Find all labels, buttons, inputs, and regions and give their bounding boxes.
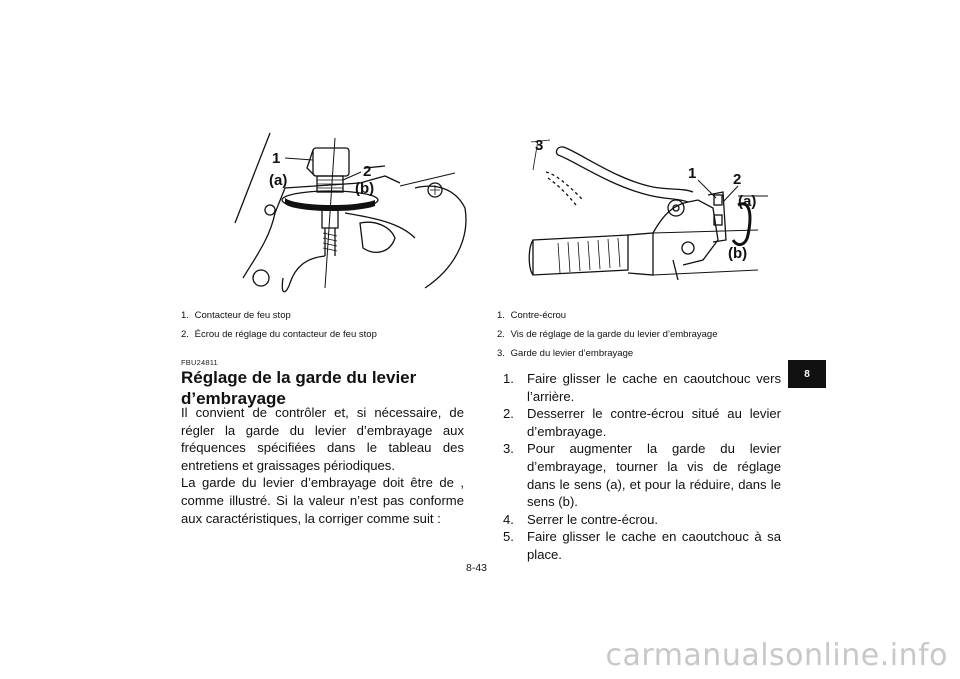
- step-number: 2.: [503, 406, 514, 422]
- step-number: 3.: [503, 441, 514, 457]
- brake-switch-illustration: [225, 128, 475, 303]
- fig-right-label-1: 1: [688, 165, 697, 182]
- left-figure-caption: [181, 306, 377, 344]
- caption-item: [181, 306, 377, 325]
- step-number: 4.: [503, 511, 514, 527]
- fig-right-label-a: (a): [738, 193, 757, 210]
- body-paragraph-2: La garde du levier d’embrayage doit être de , comme illustré. Si la valeur n’est pas conforme aux caractéristiques, la corriger comme suit :: [181, 475, 464, 526]
- right-figure-caption: [497, 306, 718, 363]
- caption-number: 2.: [181, 329, 189, 340]
- step-item: [503, 528, 781, 563]
- caption-item: [497, 325, 718, 344]
- caption-text: Écrou de réglage du contacteur de feu stop: [194, 329, 377, 340]
- procedure-steps: [503, 370, 781, 564]
- step-text: Serrer le contre-écrou.: [527, 511, 658, 527]
- caption-text: Vis de réglage de la garde du levier d’embrayage: [510, 329, 718, 340]
- fig-left-label-1: 1: [272, 150, 281, 167]
- clutch-lever-figure: [528, 130, 778, 290]
- caption-number: 1.: [497, 310, 505, 321]
- clutch-lever-illustration: [528, 130, 778, 290]
- watermark: carmanualsonline.info: [605, 638, 948, 673]
- step-item: [503, 440, 781, 510]
- chapter-tab: 8: [788, 360, 826, 388]
- section-title-line-1: Réglage de la garde du levier: [181, 368, 417, 387]
- caption-number: 3.: [497, 348, 505, 359]
- caption-text: Garde du levier d’embrayage: [510, 348, 634, 359]
- caption-number: 1.: [181, 310, 189, 321]
- fig-left-label-b: (b): [355, 180, 375, 197]
- caption-item: [497, 344, 718, 363]
- step-item: [503, 405, 781, 440]
- step-text: Desserrer le contre-écrou situé au levier d’embrayage.: [527, 406, 781, 439]
- section-body: [181, 404, 464, 527]
- brake-switch-figure: [225, 128, 475, 303]
- fig-right-label-b: (b): [728, 245, 748, 262]
- fig-left-label-2: 2: [363, 163, 372, 180]
- step-item: [503, 370, 781, 405]
- fig-right-label-3: 3: [535, 137, 544, 154]
- fig-right-label-2: 2: [733, 171, 742, 188]
- step-number: 1.: [503, 371, 514, 386]
- caption-text: Contre-écrou: [510, 310, 567, 321]
- step-text: Faire glisser le cache en caoutchouc à sa place.: [527, 529, 781, 562]
- step-text: Pour augmenter la garde du levier d’embrayage, tourner la vis de réglage dans le sens (a), et pour la réduire, dans le sens (b).: [527, 441, 781, 510]
- caption-text: Contacteur de feu stop: [194, 310, 291, 321]
- section-code: FBU24811: [181, 358, 218, 367]
- caption-number: 2.: [497, 329, 505, 340]
- caption-item: [497, 306, 718, 325]
- step-text: Faire glisser le cache en caoutchouc vers l’arrière.: [527, 371, 781, 404]
- step-number: 5.: [503, 529, 514, 545]
- page-number: 8-43: [466, 562, 488, 574]
- section-title-line-2: d’embrayage: [181, 389, 286, 408]
- section-title: [181, 367, 416, 409]
- fig-left-label-a: (a): [269, 172, 288, 189]
- body-paragraph-1: Il convient de contrôler et, si nécessaire, de régler la garde du levier d’embrayage aux fréquences spécifiées dans le tableau des entretiens et graissages périodiques.: [181, 405, 464, 473]
- step-item: [503, 511, 781, 529]
- caption-item: [181, 325, 377, 344]
